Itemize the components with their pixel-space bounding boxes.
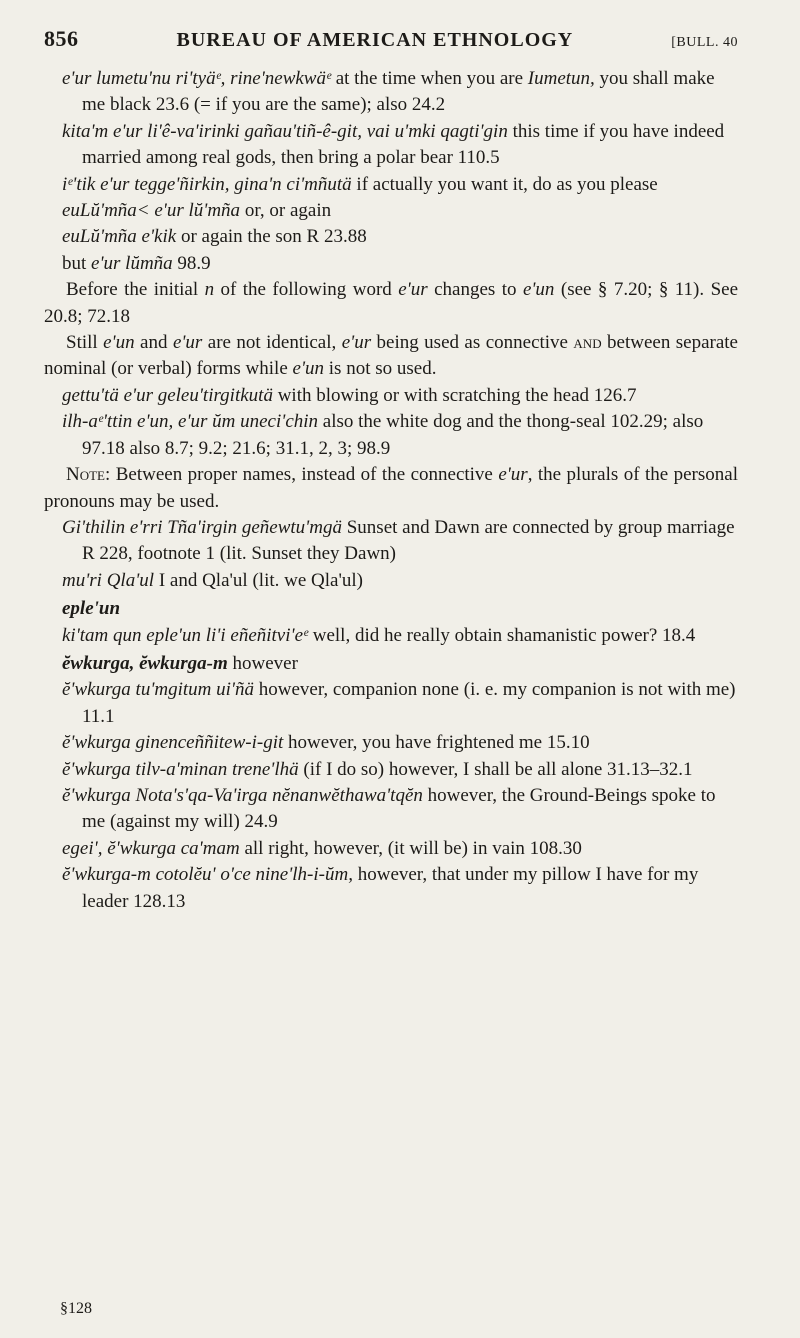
example-entry: iᵉ'tik e'ur tegge'ñirkin, gina'n ci'mñutä if actually you want it, do as you please [62, 173, 658, 195]
example-entry: ĕ'wkurga-m cotolĕu' o'ce nine'lh-i-ŭm, however, that under my pillow I have for my leader 128.13 [62, 864, 699, 912]
example-entry: gettu'tä e'ur geleu'tirgitkutä with blowing or with scratching the head 126.7 [62, 384, 637, 406]
example-entry: euLŭ'mña e'kik or again the son R 23.88 [62, 226, 367, 248]
bulletin-reference: [BULL. 40 [671, 35, 738, 50]
running-title: BUREAU OF AMERICAN ETHNOLOGY [176, 29, 574, 51]
example-entry: e'ur lumetu'nu ri'tyäᵉ, rine'newkwäᵉ at the time when you are Iumetun, you shall make me black 23.6 (= if you are the same); also 24.2 [62, 68, 715, 116]
running-head [44, 26, 738, 52]
paragraph-not-identical: Still e'un and e'ur are not identical, e'ur being used as connective and between separate nominal (or verbal) forms while e'un is not so used. [44, 332, 738, 380]
example-entry: ĕ'wkurga ginencеññitew-i-git however, you have frightened me 15.10 [62, 732, 590, 754]
paragraph-initial-n: Before the initial n of the following word e'ur changes to e'un (see § 7.20; § 11). See 20.8; 72.18 [44, 279, 739, 327]
section-heading-ewkurga: ĕwkurga, ĕwkurga-m however [62, 652, 298, 674]
example-entry: mu'ri Qla'ul I and Qla'ul (lit. we Qla'ul) [62, 569, 363, 591]
note-paragraph: Note: Between proper names, instead of the connective e'ur, the plurals of the personal pronouns may be used. [44, 464, 738, 512]
example-entry: but e'ur lŭmña 98.9 [62, 252, 211, 274]
example-entry: kita'm e'ur li'ê-va'irinki gañau'tiñ-ê-git, vai u'mki qagti'gin this time if you have indeed married among real gods, then bring a polar bear 110.5 [62, 120, 725, 169]
example-entry: Gi'thilin e'rri Tña'irgin geñewtu'mgä Sunset and Dawn are connected by group marriage R 228, footnote 1 (lit. Sunset they Dawn) [62, 516, 735, 565]
document-body [44, 66, 738, 915]
example-entry: euLŭ'mña< e'ur lŭ'mña or, or again [62, 200, 332, 222]
example-entry: ĕ'wkurga Nota's'qa-Va'irga nĕnanwĕthawa'tqĕn however, the Ground-Beings spoke to me (against my will) 24.9 [62, 784, 716, 833]
section-footer-mark: §128 [60, 1300, 92, 1317]
page-number: 856 [44, 26, 79, 51]
note-label: Note [66, 464, 105, 486]
example-entry: ĕ'wkurga tu'mgitum ui'ñä however, companion none (i. e. my companion is not with me) 11.1 [62, 679, 736, 727]
example-entry: ki'tam qun eple'un li'i eñeñitvi'eᵉ well, did he really obtain shamanistic power? 18.4 [62, 624, 696, 646]
example-entry: ilh-aᵉ'ttin e'un, e'ur ŭm uneci'chin also the white dog and the thong-seal 102.29; also 97.18 also 8.7; 9.2; 21.6; 31.1, 2, 3; 98.9 [62, 411, 704, 459]
example-entry: ĕ'wkurga tilv-a'minan trene'lhä (if I do so) however, I shall be all alone 31.13–32.1 [62, 758, 693, 780]
section-heading-eple: eple'un [62, 598, 121, 620]
example-entry: egei', ĕ'wkurga ca'mam all right, however, (it will be) in vain 108.30 [62, 837, 582, 859]
